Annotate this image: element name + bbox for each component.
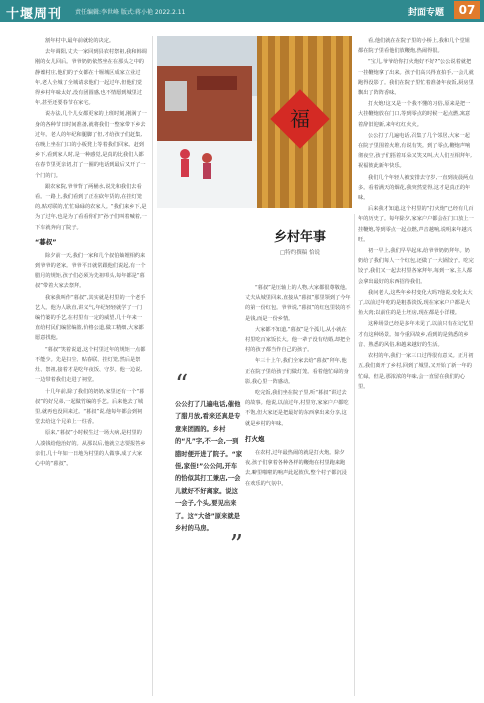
editor-meta: 责任编辑:李世峰 版式:蒋小艳 2022.2.11 [75, 9, 186, 16]
subheading: 打火炮 [245, 434, 265, 443]
close-quote-icon: ” [229, 530, 243, 561]
paragraph: 年三十上午,我们全家去给“暮叔”拜年,他正在院子里给孩子们做灯笼。看着他忙碌的身影,我心里一阵感动。 [245, 358, 349, 385]
pull-quote-text: 公公打了几遍电话,催他了腊月放,看来还真是专意来团圆的。乡村的“凡”字,不一会,一到腊时便开进了院子。“家侄,家侄!”公公问,开车的恰似其打工兼店,一会儿就好不好离家。说这一会子,个头,要见出来了。这“大爸”原来就是乡村的马房。 [175, 401, 243, 533]
paragraph: 这种场景已经是多年未见了,以前只有在记忆里才有这种场景。如今重回故乡,看到的是熟悉的乡音、熟悉的风俗,和越来越好的生活。 [358, 321, 474, 348]
paragraph: 农村的年,我们一家三口过得很有意义。正月初五,我们离开了乡村,回到了城里,又开始了新一年的忙碌。但是,那浓浓的年味,会一直留在我们的心里。 [358, 353, 474, 390]
paragraph: 看,他们就在在院子里的小桥上,我和几个堂姐都在院子里看他们放鞭炮,热闹得很。 [358, 38, 470, 55]
column-divider [152, 36, 153, 696]
article-title: 乡村年事 [273, 230, 326, 245]
paragraph: 除夕前一天,我们一家和几个叔伯妯娌相约来到爷爷的老家。爷爷平日就常跟他们说起,有一个腊月的规矩,孩子们必须为先祖叩头,每年都是“暮叔”带着大家去祭拜。 [35, 252, 146, 290]
paragraph: 我问老人,这些年乡村变化大吗?他说,变化太大了,以前过年吃的是粗茶淡饭,现在家家户户都是大鱼大肉;以前住的是土坯房,现在都是小洋楼。 [358, 289, 473, 317]
paragraph: 大家都不知道,“暮叔”是个孤儿,从小就在村里吃百家饭长大。他一辈子没有结婚,却把全村的孩子都当作自己的孩子。 [245, 326, 351, 354]
paragraph: 十几年前,除了我们的奶奶,家里还有一个“暮叔”的好兄弟,一起做竹编的手艺。后来他去了城里,就再也没回来过。“暮叔”说,他每年都会到祠堂去给这个兄弟上一炷香。 [35, 388, 145, 426]
paragraph: 初一早上,我们早早起床,给爷爷奶奶拜年。奶奶给了我们每人一个红包,还做了一大锅饺子。吃完饺子,我们又一起去村里各家拜年,每到一家,主人都会拿出最好的东西招待我们。 [358, 248, 474, 285]
section-title: 封面专题 [407, 8, 444, 18]
paragraph: 我们几个年轻人被安排去守岁,一直到凌晨两点多。看着满天的烟花,我突然觉得,这才是真正的年味。 [358, 174, 474, 202]
paragraph: 在农村,过年最热闹的就是打火炮。除夕夜,孩子们拿着各种各样的鞭炮在村里跑来跑去,噼里啪啦的响声此起彼伏,整个村子都沉浸在欢乐的气氛中。 [245, 450, 347, 487]
open-quote-icon: “ [175, 370, 189, 400]
paragraph: 我家我叫作“暮叔”,其实就是村里的一个老手艺人。他为人耿直,讲义气,年纪轻轻就学了一门编竹篓的手艺,在村里有一定的威望,几十年来一直给村民们编筐编篮,价格公道,做工精细,大家都愿意找他。 [35, 294, 146, 342]
subheading: “暮叔” [35, 237, 57, 246]
pull-quote [175, 370, 243, 561]
paragraph: 割年村中,最年前就轮的决定。 [45, 38, 115, 44]
paragraph: 后来我才知道,这个村里的“打火炮”已经有几百年的历史了。每年除夕,家家户户都会在门口放上一挂鞭炮,等到零点一起点燃,声音越响,说明来年越兴旺。 [358, 206, 474, 243]
newspaper-header [0, 0, 484, 22]
page-number: 07 [454, 1, 480, 19]
article-byline: □特约撰稿 恰说 [280, 250, 320, 256]
paragraph: 跟农家院,爷爷背了两桶水,说先和我们去看看。一路上,我们看到了正在砍年货的,在挂灯笼的,贴对联的,忙忙碌碌的农家人。“我们来乡下,是为了过年,也是为了看看你们!”孙子们叫着喊着,一下车就奔向了院子。 [35, 183, 147, 231]
column-divider [354, 214, 355, 696]
svg-text:福: 福 [290, 107, 310, 131]
festival-photo [157, 36, 352, 208]
paragraph: “暮叔”笑着说道,这个村里过年的规矩一点都不能少。先是扫尘、贴春联、挂灯笼,然后是祭灶、祭祖,接着才是吃年夜饭、守岁。他一边说,一边带着我们走进了祠堂。 [35, 346, 146, 384]
paragraph: 去年调阳,丈夫一家回到县农村祭祖,我和韩调刚的女儿回后。爷爷奶奶依然坐在在那头之中的静谧村庄,他们的子女都在十堰城区成家立业过年,老人全城了全城请求他们一起过年,但他们觉得乡村年味太好,没有团圆感,也不情愿到城里过年,甚至还要春节在家宅。 [35, 49, 147, 107]
paragraph: 说办法,几个儿女都更家的上班时刻,刚满了一身的各种节日时间准备,就将我们一整家带下乡去过年。老人的年纪和腿脚了但,才给孩子们赶集,在晚上坐在门口的小板凳上等着我们回家。赶到乡下,看到家人时,是一种感觉,是真的比我们人都在春节里更亲切,打了一圈的电话到最后又开了一个门的门。 [35, 111, 147, 179]
article-column-left [35, 36, 147, 696]
paragraph: 吃完饭,我们坐在院子里,听“暮叔”讲过去的故事。他说,以前过年,村里穷,家家户户都吃不饱,但大家还是把最好的东西拿出来分享,这就是乡村的年味。 [245, 390, 349, 427]
paragraph: “暮叔”是压轴上的人物,大家都很尊敬他。丈夫从城里回来,直接从“暮叔”那里领到了今年的第一份红包。爷爷说,“暮叔”的红包里装的不是钱,而是一份乡情。 [245, 285, 351, 322]
paragraph: 打火炮!这又是一个我不懂的习俗,原来是把一大挂鞭炮放在门口,等到零点的时候一起点燃,寓意着辞旧迎新,来年红红火火。 [358, 101, 471, 128]
article-column-right [358, 36, 474, 696]
paragraph: 公公打了几遍电话,召集了几个邻居,大家一起在院子里围着火堆,有说有笑。到了零点,鞭炮声响彻夜空,孩子们捂着耳朵又笑又叫,大人们互相拜年,祝福彼此新年快乐。 [358, 132, 472, 170]
paragraph: 原来,“暮叔”小时候生过一场大病,是村里的人凑钱给他治好的。从那以后,他就立志要报答乡亲们,几十年如一日地为村里的人做事,成了大家心中的“暮叔”。 [35, 430, 146, 467]
paragraph: “宝儿,爷爷给你打火炮好不好?”公公说着就把一挂鞭炮拿了出来。孩子们高兴得直拍手,一会儿就跑得没影了。我们在院子里忙着准备年夜饭,厨房里飘出了阵阵香味。 [358, 59, 474, 97]
paper-name: 十堰周刊 [6, 7, 63, 22]
article-column-middle [245, 283, 351, 695]
photo-illustration [157, 36, 352, 208]
